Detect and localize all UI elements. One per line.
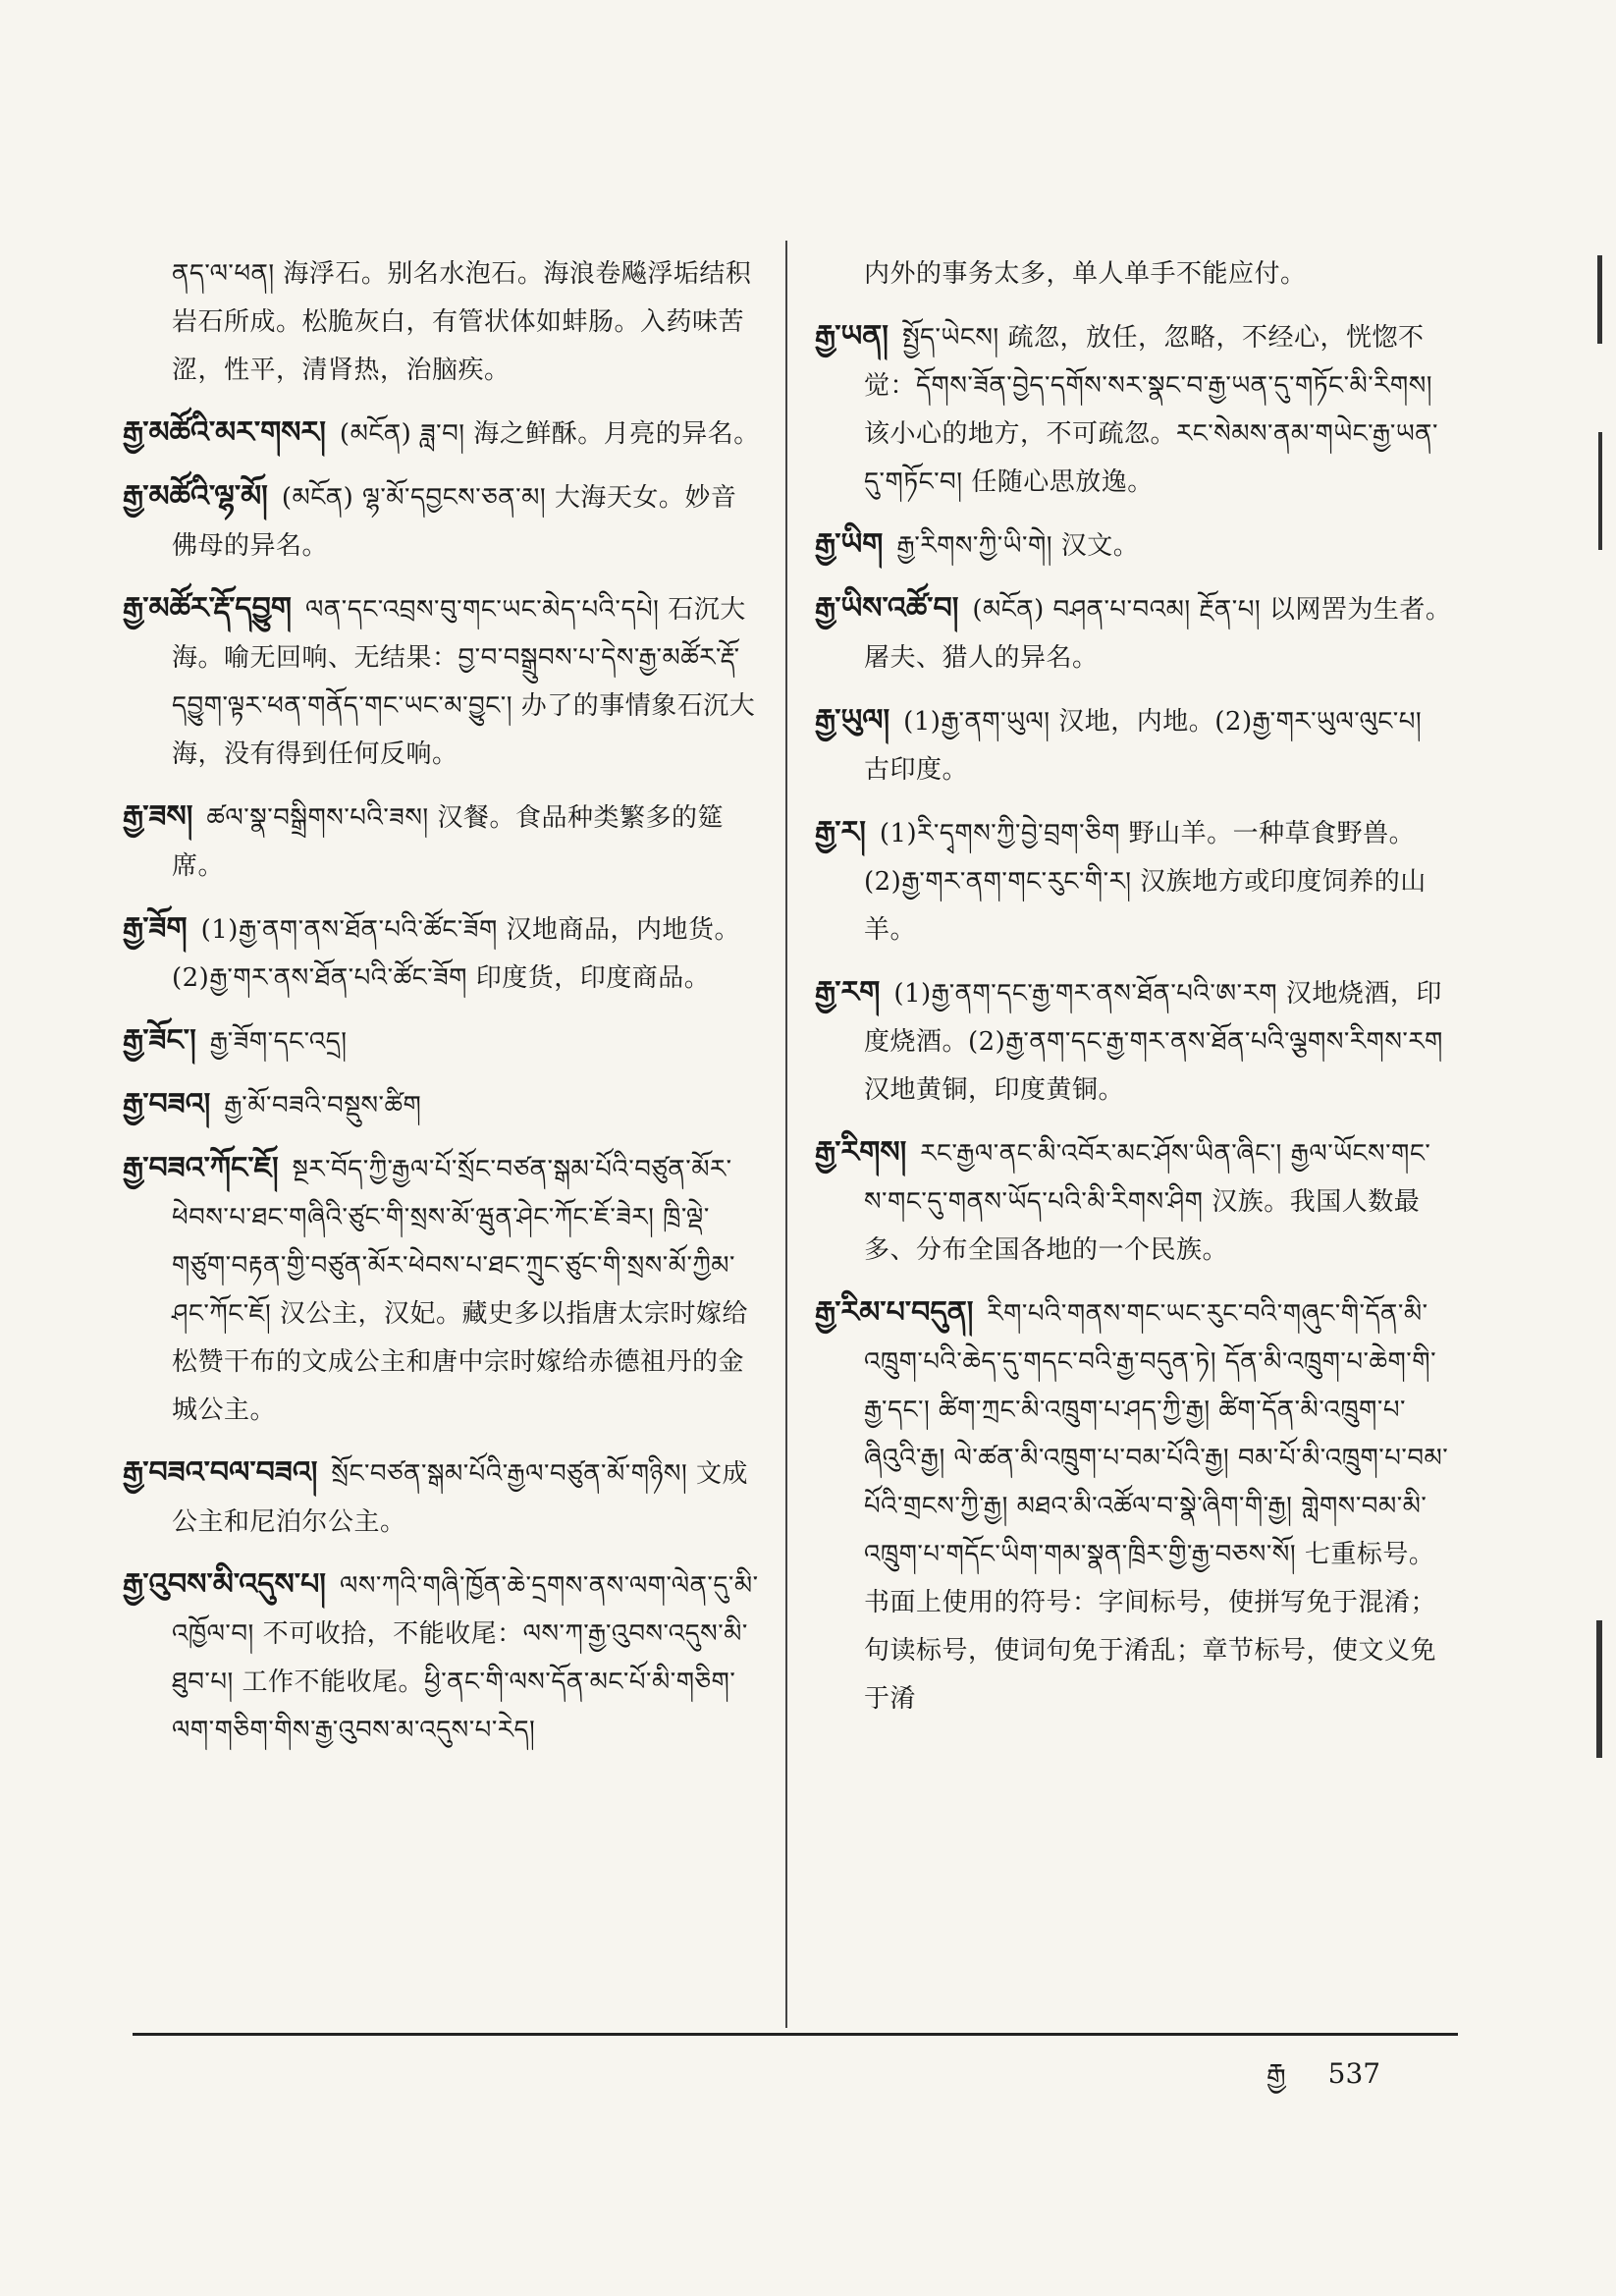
entry-headword: རྒྱ་རིགས། [815, 1135, 907, 1170]
dictionary-entry [815, 250, 1453, 299]
margin-mark [1597, 255, 1602, 344]
entry-headword: རྒྱ་རག [815, 975, 881, 1010]
dictionary-entry [123, 1080, 761, 1130]
entry-definition: (1)རི་དྭགས་ཀྱི་བྱེ་བྲག་ཅིག 野山羊。一种草食野兽。(2)རྒྱ་གར་ནག་གང་རུང་གི་ར། 汉族地方或印度饲养的山羊。 [864, 819, 1427, 945]
dictionary-entry [815, 968, 1453, 1115]
dictionary-entry [123, 1560, 761, 1755]
entry-definition: ཚལ་སྣ་བསྒྲིགས་པའི་ཟས། 汉餐。食品种类繁多的筵席。 [172, 803, 724, 881]
dictionary-entry [123, 793, 761, 891]
section-letter: རྒྱ [1266, 2057, 1286, 2090]
entry-headword: རྒྱ་ཡིས་འཚོ་བ། [815, 591, 959, 626]
dictionary-entry [123, 1144, 761, 1435]
dictionary-entry [815, 584, 1453, 683]
margin-mark [1596, 1620, 1602, 1758]
dictionary-entry [123, 1016, 761, 1066]
dictionary-entry [123, 409, 761, 459]
entry-definition: (1)རྒྱ་ནག་ནས་ཐོན་པའི་ཚོང་ཟོག 汉地商品，内地货。(2)རྒྱ་གར་ནས་ཐོན་པའི་ཚོང་ཟོག 印度货，印度商品。 [172, 915, 741, 993]
dictionary-entry [815, 312, 1453, 507]
entry-definition: རྒྱ་རིགས་ཀྱི་ཡི་གེ། 汉文。 [896, 531, 1140, 561]
margin-mark [1598, 432, 1602, 550]
entry-headword: རྒྱ་ཡན། [815, 319, 889, 354]
dictionary-entry [815, 696, 1453, 794]
entry-headword: རྒྱ་ཟོག [123, 911, 188, 946]
entry-headword: རྒྱ་ཡུལ། [815, 703, 890, 738]
entry-headword: རྒྱ་བཟའ་བལ་བཟའ། [123, 1455, 318, 1490]
entry-headword: རྒྱ་རིམ་པ་བདུན། [815, 1295, 974, 1330]
entry-headword: རྒྱ་ཡིག [815, 527, 884, 562]
entry-definition: (མངོན) ལྷ་མོ་དབྱངས་ཅན་མ། 大海天女。妙音佛母的异名。 [172, 483, 737, 561]
dictionary-entry [123, 584, 761, 779]
entry-headword: རྒྱ་མཚོའི་མར་གསར། [123, 415, 326, 450]
right-column [815, 250, 1453, 1737]
entry-definition: (མངོན) བཤན་པ་བའམ། རྔོན་པ། 以网罟为生者。屠夫、猎人的异名。 [864, 595, 1452, 673]
entry-headword: རྒྱ་ཟས། [123, 799, 193, 834]
entry-definition: (1)རྒྱ་ནག་དང་རྒྱ་གར་ནས་ཐོན་པའི་ཨ་རག 汉地烧酒，印度烧酒。(2)རྒྱ་ནག་དང་རྒྱ་གར་ནས་ཐོན་པའི་ལྕགས་རིགས་རག 汉地黄铜，印度黄铜。 [864, 979, 1443, 1105]
entry-definition: རང་རྒྱལ་ནང་མི་འབོར་མང་ཤོས་ཡིན་ཞིང་། རྒྱལ་ཡོངས་གང་ས་གང་དུ་གནས་ཡོད་པའི་མི་རིགས་ཤིག 汉族。我国人数最多、分布全国各地的一个民族。 [864, 1139, 1431, 1265]
entry-definition: ནད་ལ་ཕན། 海浮石。别名水泡石。海浪卷飚浮垢结积岩石所成。松脆灰白，有管状体如蚌肠。入药味苦涩，性平，清肾热，治脑疾。 [172, 259, 752, 385]
footer-rule [133, 2033, 1458, 2036]
dictionary-entry [815, 1288, 1453, 1723]
entry-headword: རྒྱ་བཟའ་ཀོང་ཇོ། [123, 1151, 279, 1185]
entry-definition: (1)རྒྱ་ནག་ཡུལ། 汉地，内地。(2)རྒྱ་གར་ཡུལ་ལུང་པ། 古印度。 [864, 707, 1423, 785]
entry-definition: སྤྱོད་ཡེངས། 疏忽，放任，忽略，不经心，恍惚不觉：དོགས་ཟོན་བྱེད་དགོས་སར་སྣང་བ་རྒྱ་ཡན་དུ་གཏོང་མི་རིགས། 该小心的地方，不可疏忽。རང་སེམས་ནམ་གཡེང་རྒྱ་ཡན་དུ་གཏོང་བ། 任随心思放逸。 [864, 323, 1438, 497]
entry-definition: རྒྱ་ཟོག་དང་འདྲ། [209, 1027, 348, 1057]
dictionary-entry [815, 808, 1453, 955]
entry-headword: རྒྱ་མཚོའི་ལྷ་མོ། [123, 479, 268, 514]
dictionary-entry [815, 1128, 1453, 1275]
entry-definition: ལན་དང་འབྲས་བུ་གང་ཡང་མེད་པའི་དཔེ། 石沉大海。喻无回响、无结果：བྱ་བ་བསྒྲུབས་པ་དེས་རྒྱ་མཚོར་རྡོ་དབྱུག་ལྟར་ཕན་གནོད་གང་ཡང་མ་བྱུང་། 办了的事情象石沉大海，没有得到任何反响。 [172, 595, 756, 769]
dictionary-entry [123, 472, 761, 571]
dictionary-entry [815, 520, 1453, 571]
entry-definition: སྲོང་བཙན་སྒམ་པོའི་རྒྱལ་བཙུན་མོ་གཉིས། 文成公主和尼泊尔公主。 [172, 1459, 749, 1537]
dictionary-entry [123, 250, 761, 395]
page-number: 537 [1327, 2057, 1381, 2090]
entry-definition: སྔར་བོད་ཀྱི་རྒྱལ་པོ་སྲོང་བཙན་སྒམ་པོའི་བཙུན་མོར་ཕེབས་པ་ཐང་གཞིའི་ཙུང་གི་སྲས་མོ་ཝུན་ཤེང་ཀོང་ཇོ་ཟེར། ཁྲི་ལྡེ་གཙུག་བརྟན་གྱི་བཙུན་མོར་ཕེབས་པ་ཐང་ཀྲུང་ཙུང་གི་སྲས་མོ་ཀྱིམ་ཤང་ཀོང་ཇོ། 汉公主，汉妃。藏史多以指唐太宗时嫁给松赞干布的文成公主和唐中宗时嫁给赤德祖丹的金城公主。 [172, 1155, 749, 1425]
entry-definition: རྒྱ་མོ་བཟའི་བསྡུས་ཚིག [224, 1091, 422, 1121]
entry-headword: རྒྱ་བཟའ། [123, 1087, 211, 1121]
entry-headword: རྒྱ་ར། [815, 815, 866, 849]
left-column [123, 250, 761, 1769]
entry-definition: རིག་པའི་གནས་གང་ཡང་རུང་བའི་གཞུང་གི་དོན་མི་འཁྲུག་པའི་ཆེད་དུ་གདང་བའི་རྒྱ་བདུན་ཏེ། དོན་མི་འཁྲུག་པ་ཆེག་གི་རྒྱ་དང་། ཚིག་ཀྲང་མི་འཁྲུག་པ་ཤད་ཀྱི་རྒྱ། ཚིག་དོན་མི་འཁྲུག་པ་ཞིའུའི་རྒྱ། ལེ་ཚན་མི་འཁྲུག་པ་བམ་པོའི་རྒྱ། བམ་པོ་མི་འཁྲུག་པ་བམ་པོའི་གྲངས་ཀྱི་རྒྱ། མཐའ་མི་འཚོལ་བ་སྣེ་ཞིག་གི་རྒྱ། གླེགས་བམ་མི་འཁྲུག་པ་གདོང་ཡིག་གམ་སྣན་ཁྲིར་གྱི་རྒྱ་བཅས་སོ། 七重标号。书面上使用的符号：字间标号，使拼写免于混淆；句读标号，使词句免于淆乱；章节标号，使文义免于淆 [864, 1299, 1449, 1714]
page-footer [1266, 2043, 1463, 2120]
entry-headword: རྒྱ་འུབས་མི་འདུས་པ། [123, 1567, 326, 1602]
entry-definition: 内外的事务太多，单人单手不能应付。 [864, 259, 1307, 289]
entry-definition: ལས་ཀའི་གཞི་ཁྱོན་ཆེ་དྲགས་ནས་ལག་ལེན་དུ་མི་འཁྱོལ་བ། 不可收拾，不能收尾：ལས་ཀ་རྒྱ་འུབས་འདུས་མི་ཐུབ་པ། 工作不能收尾。ཕྱི་ནང་གི་ལས་དོན་མང་པོ་མི་གཅིག་ལག་གཅིག་གིས་རྒྱ་འུབས་མ་འདུས་པ་རེད། [172, 1571, 759, 1745]
entry-headword: རྒྱ་ཟོང་། [123, 1023, 196, 1058]
dictionary-entry [123, 904, 761, 1003]
entry-headword: རྒྱ་མཚོར་རྡོ་དབྱུག [123, 591, 293, 626]
entry-definition: (མངོན) ཟླ་བ། 海之鲜酥。月亮的异名。 [339, 419, 760, 449]
dictionary-entry [123, 1449, 761, 1547]
column-divider [785, 241, 787, 2028]
